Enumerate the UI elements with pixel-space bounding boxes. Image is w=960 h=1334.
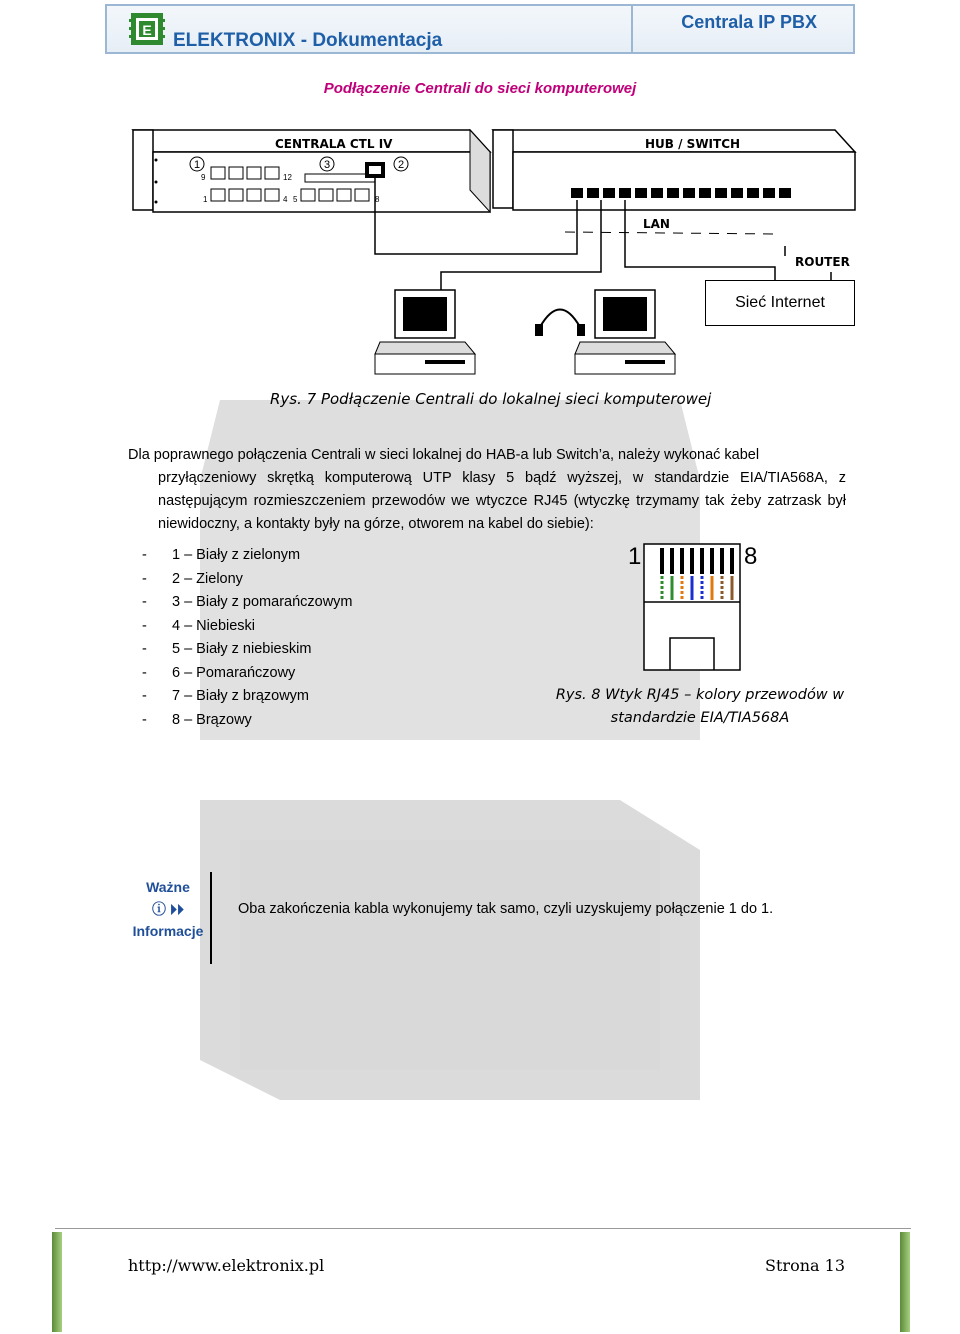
page-header: [105, 4, 855, 54]
info-text: Oba zakończenia kabla wykonujemy tak samo, czyli uzyskujemy połączenie 1 do 1.: [238, 901, 774, 917]
port-number-9: 9: [201, 173, 206, 182]
hub-switch-label: HUB / SWITCH: [645, 137, 741, 151]
paragraph-rest: przyłączeniowy skrętką komputerową UTP klasy 5 bądź wyższej, w standardzie EIA/TIA568A, z następującym rozmieszczeniem przewodów we wtyczce RJ45 (wtyczkę trzymamy tak żeby zatrzask był niewidoczny, a kontakty były na górze, otworem na kabel do siebie):: [158, 470, 846, 532]
port-number-4: 4: [283, 195, 288, 204]
info-label-important: Ważne: [146, 879, 190, 895]
info-icon: ⓘ ⏵⏵: [152, 901, 184, 917]
list-item: - 3 – Biały z pomarańczowym: [142, 594, 353, 610]
callout-2: 2: [397, 159, 405, 171]
list-item: - 8 – Brązowy: [142, 711, 252, 728]
header-divider: [631, 6, 633, 52]
rj45-contact: [690, 548, 694, 574]
pc-right: [575, 290, 675, 374]
wire-color-list: [142, 544, 353, 732]
rj45-contact: [730, 548, 734, 574]
rj45-contact: [670, 548, 674, 574]
pin-1-label: 1: [628, 543, 642, 570]
rj45-contact: [660, 548, 664, 574]
hub-switch-device: [493, 130, 855, 269]
elektronix-logo-icon: [129, 11, 165, 47]
footer-rule: [55, 1228, 911, 1229]
port-number-1: 1: [203, 195, 208, 204]
lan-label: LAN: [643, 217, 670, 231]
footer-url: http://www.elektronix.pl: [128, 1256, 325, 1275]
figure7-caption: Rys. 7 Podłączenie Centrali do lokalnej sieci komputerowej: [270, 390, 712, 408]
port-number-5: 5: [293, 195, 298, 204]
list-item: - 4 – Niebieski: [142, 617, 256, 634]
rj45-plug-diagram: [620, 538, 770, 678]
info-label: [125, 876, 211, 942]
callout-1: 1: [193, 159, 201, 171]
company-name: ELEKTRONIX - Dokumentacja: [173, 30, 443, 51]
rj45-contact: [710, 548, 714, 574]
rj45-contact: [680, 548, 684, 574]
paragraph-first-line: Dla poprawnego połączenia Centrali w sieci lokalnej do HAB-a lub Switch’a, należy wykonać kabel: [128, 447, 760, 463]
svg-text:E: E: [142, 22, 152, 38]
pin-8-label: 8: [744, 543, 758, 570]
rj45-contact: [720, 548, 724, 574]
centrala-device: [133, 130, 490, 212]
headset-icon: [535, 310, 585, 337]
port-number-8: 8: [375, 195, 380, 204]
list-item: - 1 – Biały z zielonym: [142, 547, 301, 563]
info-divider: [210, 872, 212, 964]
product-name: Centrala IP PBX: [681, 12, 817, 32]
info-label-information: Informacje: [132, 923, 204, 939]
section-title: Podłączenie Centrali do sieci komputerowej: [323, 80, 637, 97]
list-item: - 6 – Pomarańczowy: [142, 664, 296, 681]
network-diagram: [125, 122, 865, 384]
footer-bar-left: [52, 1232, 62, 1332]
rj45-contact: [700, 548, 704, 574]
port-number-12: 12: [283, 173, 292, 182]
list-item: - 2 – Zielony: [142, 570, 243, 587]
footer-bar-right: [900, 1232, 910, 1332]
callout-3: 3: [323, 159, 331, 171]
pc-left: [375, 290, 475, 374]
page-number: Strona 13: [765, 1256, 845, 1275]
internet-box: Sieć Internet: [705, 280, 855, 326]
list-item: - 7 – Biały z brązowym: [142, 688, 309, 704]
figure8-caption: Rys. 8 Wtyk RJ45 – kolory przewodów w standardzie EIA/TIA568A: [555, 687, 845, 726]
centrala-label: CENTRALA CTL IV: [275, 137, 393, 151]
body-paragraph: [128, 444, 846, 536]
list-item: - 5 – Biały z niebieskim: [142, 641, 312, 657]
router-label: ROUTER: [795, 255, 850, 269]
